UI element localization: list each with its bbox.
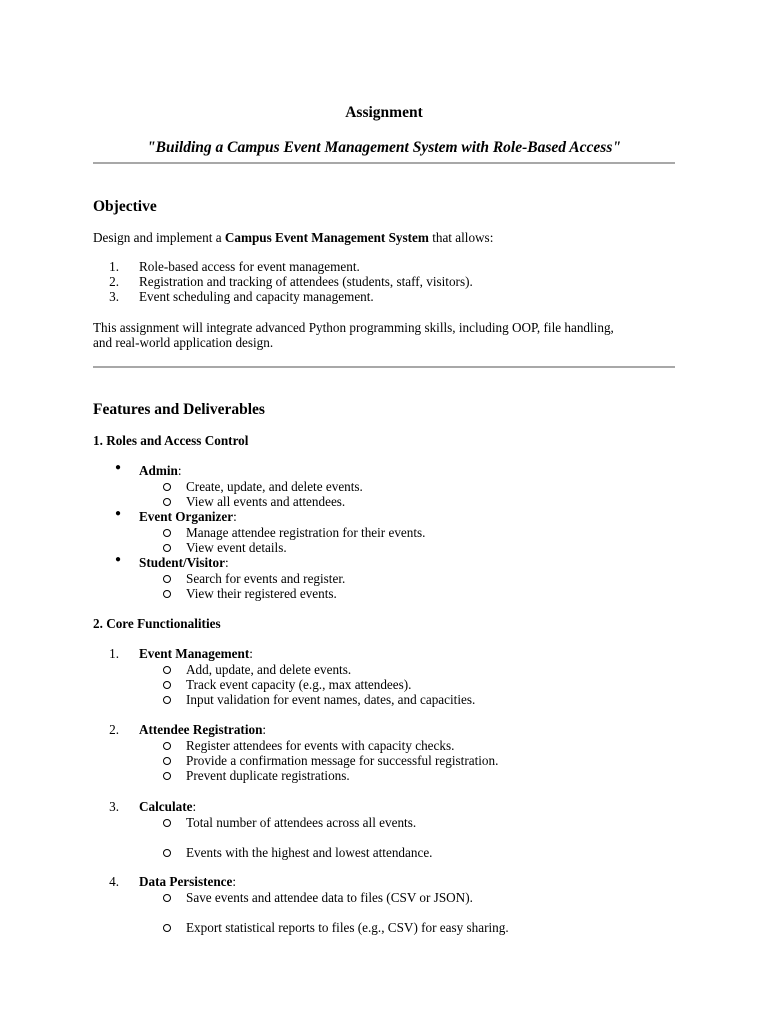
divider-middle bbox=[93, 366, 675, 368]
core-item-number: 2. bbox=[109, 722, 119, 737]
role-label: Admin: bbox=[139, 463, 182, 478]
role-label-text: Event Organizer bbox=[139, 509, 234, 525]
core-heading: 2. Core Functionalities bbox=[93, 616, 221, 631]
bullet-circle-icon bbox=[163, 681, 171, 689]
divider-top bbox=[93, 162, 675, 164]
core-subitem-text: Track event capacity (e.g., max attendees). bbox=[186, 676, 412, 692]
core-subitem-text: Export statistical reports to files (e.g., CSV) for easy sharing. bbox=[186, 919, 509, 935]
core-item-label-text: Event Management bbox=[139, 646, 250, 661]
bullet-circle-icon bbox=[163, 772, 171, 780]
core-subitem-text: Provide a confirmation message for successful registration. bbox=[186, 752, 499, 768]
core-item-label-text: Attendee Registration bbox=[139, 722, 263, 737]
core-item-label: Attendee Registration: bbox=[139, 722, 267, 737]
core-item-number: 3. bbox=[109, 799, 119, 814]
bullet-circle-icon bbox=[163, 924, 171, 932]
bullet-circle-icon bbox=[163, 849, 171, 857]
core-subitem-text: Input validation for event names, dates, and capacities. bbox=[186, 692, 476, 708]
roles-heading: 1. Roles and Access Control bbox=[93, 433, 249, 448]
core-item-label: Calculate: bbox=[139, 799, 197, 814]
bullet-circle-icon bbox=[163, 666, 171, 674]
bullet-dot-icon: ● bbox=[115, 554, 122, 566]
core-subitem-text: Register attendees for events with capacity checks. bbox=[186, 737, 455, 753]
core-item-label-text: Data Persistence bbox=[139, 874, 233, 889]
core-subitem-text: Total number of attendees across all events. bbox=[186, 814, 417, 830]
bullet-circle-icon bbox=[163, 575, 171, 583]
bullet-circle-icon bbox=[163, 529, 171, 537]
role-label-text: Student/Visitor bbox=[139, 555, 225, 571]
doc-title: Assignment bbox=[345, 104, 423, 121]
document-page: Assignment "Building a Campus Event Management System with Role-Based Access" Objective Design and implement a Campus Event Management System that allows: 1. Role-based access for event management. 2. Registration and tracking of attendees (students, staff, visitors). 3. Event scheduling and capacity management. This assignment will integrate advanced Python programming skills, including OOP, file handling, and real-world application design. Features and Deliverables 1. Roles and Access Control ● Admin: Create, update, and delete events. View all events and attendees. ● Event Organizer: Manage attendee registration for their events. View event details. ● Student/Visitor: Search for events and register. View their registered events. 2. Core Functionalities 1. Event Management: Add, update, and delete events. Track event capacity (e.g., max attendees). Input validation for event names, dates, and capacities. 2. Attendee Registration: Register attendees for events with capacity checks. Provide a confirmation message for successful registration. Prevent duplicate registrations. 3. Calculate: Total number of attendees across all events. Events with the highest and lowest attendance. 4. Data Persistence: Save events and attendee data to files (CSV or JSON). Export statistical reports to files (e.g., CSV) for easy sharing. bbox=[0, 0, 768, 1024]
role-subitem-text: View all events and attendees. bbox=[186, 493, 346, 509]
objective-intro-text: Design and implement a bbox=[93, 230, 225, 245]
core-item-number: 4. bbox=[109, 874, 119, 889]
objective-closing-line2: and real-world application design. bbox=[93, 335, 274, 350]
role-subitem-text: Manage attendee registration for their events. bbox=[186, 524, 426, 540]
objective-item-text: Event scheduling and capacity management. bbox=[139, 289, 374, 304]
core-subitem-text: Save events and attendee data to files (CSV or JSON). bbox=[186, 889, 473, 905]
bullet-circle-icon bbox=[163, 696, 171, 704]
objective-item-text: Registration and tracking of attendees (students, staff, visitors). bbox=[139, 274, 473, 289]
objective-intro-bold: Campus Event Management System bbox=[224, 230, 429, 245]
objective-intro-after: that allows: bbox=[428, 230, 494, 245]
core-item-label: Data Persistence: bbox=[139, 874, 237, 889]
bullet-circle-icon bbox=[163, 742, 171, 750]
bullet-circle-icon bbox=[163, 819, 171, 827]
core-subitem-text: Add, update, and delete events. bbox=[186, 661, 352, 677]
objective-item-text: Role-based access for event management. bbox=[139, 259, 360, 274]
objective-heading: Objective bbox=[93, 198, 157, 215]
role-label: Student/Visitor: bbox=[139, 555, 229, 571]
bullet-circle-icon bbox=[163, 894, 171, 902]
bullet-circle-icon bbox=[163, 757, 171, 765]
role-subitem-text: Create, update, and delete events. bbox=[186, 478, 363, 494]
core-subitem-text: Prevent duplicate registrations. bbox=[186, 768, 350, 784]
bullet-circle-icon bbox=[163, 498, 171, 506]
objective-closing-line1: This assignment will integrate advanced Python programming skills, including OOP, file handling, bbox=[93, 320, 614, 335]
role-label: Event Organizer: bbox=[139, 509, 237, 525]
role-subitem-text: View event details. bbox=[186, 539, 287, 555]
bullet-circle-icon bbox=[163, 590, 171, 598]
core-item-label-text: Calculate bbox=[139, 799, 193, 814]
core-item-number: 1. bbox=[109, 646, 119, 661]
role-label-text: Admin bbox=[139, 463, 178, 478]
bullet-dot-icon: ● bbox=[115, 508, 122, 520]
bullet-circle-icon bbox=[163, 544, 171, 552]
objective-intro bbox=[93, 230, 493, 246]
doc-subtitle: "Building a Campus Event Management System with Role-Based Access" bbox=[147, 139, 621, 156]
bullet-dot-icon: ● bbox=[115, 462, 122, 473]
core-subitem-text: Events with the highest and lowest attendance. bbox=[186, 844, 433, 860]
features-heading: Features and Deliverables bbox=[93, 401, 265, 418]
role-subitem-text: Search for events and register. bbox=[186, 570, 346, 586]
bullet-circle-icon bbox=[163, 483, 171, 491]
core-item-label: Event Management: bbox=[139, 646, 253, 661]
role-subitem-text: View their registered events. bbox=[186, 586, 337, 601]
